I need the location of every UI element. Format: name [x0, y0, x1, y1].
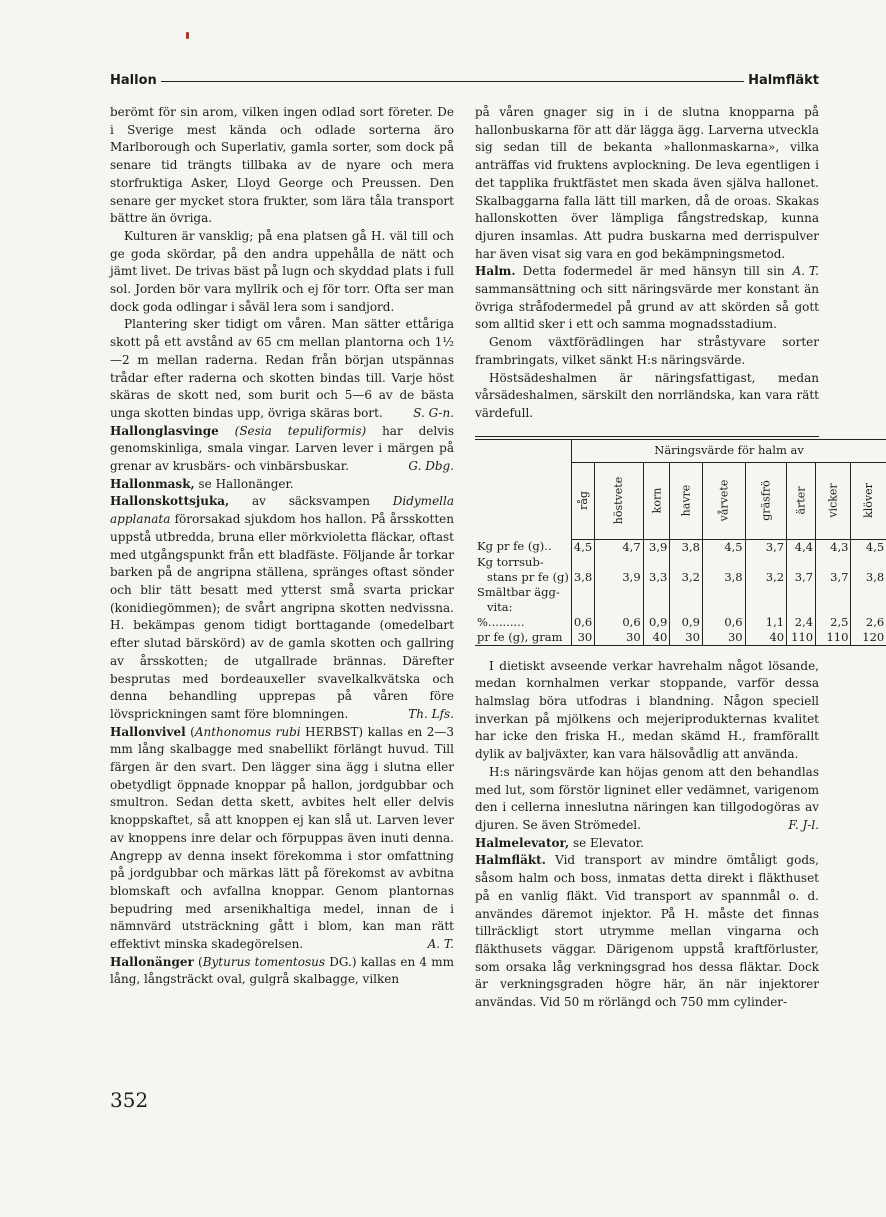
- latin-name: Didymella applanata: [110, 494, 454, 527]
- paragraph: Genom växtförädlingen har stråstyvare sorter frambringats, vilket sänkt H:s näringsvärde.: [475, 335, 819, 367]
- table-cell: 1,1: [745, 615, 786, 630]
- nutrition-table: [475, 439, 886, 646]
- table-row: [475, 630, 886, 646]
- table-cell: 3,3: [643, 555, 670, 585]
- paragraph: Kulturen är vansklig; på ena platsen gå H. väl till och ge goda skördar, på den andra uppehålla de nätt och jämt livet. De trivas bäst på lugn och skyddad plats i full sol. Jorden bör vara myllrik och ej för torr. Ofta ser man dock goda odlingar i såväl lera som i sandjord.: [110, 228, 454, 314]
- signature: Th. Lfs.: [408, 706, 454, 721]
- table-cell: 30: [595, 630, 643, 646]
- table-column-header: [571, 462, 594, 539]
- entry-halm: [475, 263, 819, 334]
- table-cell: 4,7: [595, 539, 643, 555]
- latin-name: (Sesia tepuliformis): [234, 423, 367, 438]
- table-cell: 0,6: [702, 615, 745, 630]
- entry-headword: Halm.: [475, 264, 516, 279]
- row-label-line: Kg torrsub-: [477, 554, 544, 569]
- paragraph: berömt för sin arom, vilken ingen odlad sort företer. De i Sverige mest kända och odlade sorterna äro Marlborough och Superlativ, gamla sorter, som dock på senare tid trängts tillbaka av de nyare och mera storfruktiga Asker, Lloyd George och Preussen. Den senare ger mycket stora frukter, som lära tåla transport bättre än övriga.: [110, 105, 454, 226]
- running-header: [110, 72, 819, 92]
- column-header-label: råg: [576, 491, 590, 511]
- signature: F. J-l.: [788, 817, 819, 832]
- table-cell: 2,6: [851, 615, 886, 630]
- table-cell: 110: [787, 630, 816, 646]
- table-cell: 30: [670, 630, 703, 646]
- entry-headword: Halmfläkt.: [475, 853, 546, 868]
- entry-text: av säcksvampen: [229, 494, 393, 509]
- column-header-label: ärter: [794, 486, 808, 515]
- entry-text: se Hallonänger.: [194, 476, 294, 491]
- paragraph: I dietiskt avseende verkar havrehalm något lösande, medan kornhalmen verkar stoppande, varför dessa halmslag böra utfodras i blandning. Någon speciell inverkan på mjölkens och mejeriprodukternas kvalitet har icke den friska H., medan skämd H., framförallt dylik av baljväxter, kan vara hälsovådlig att använda.: [475, 658, 819, 762]
- table-column-header: [702, 462, 745, 539]
- entry-text: Vid transport av mindre ömtåligt gods, såsom halm och boss, inmatas detta direkt i fläkthuset på en vanlig fläkt. Vid transport av spannmål o. d. användes däremot injektor. På H. måste det finnas tillräckligt stort utrymme mellan vingarna och fläkthusets väggar. Därigenom uppstå kraftförluster, som orsaka låg verkningsgrad hos dessa fläktar. Dock är verkningsgraden högre här, än när injektorer användas. Vid 50 m rörlängd och 750 mm cylinder-: [475, 853, 819, 1010]
- table-cell: 3,8: [702, 555, 745, 585]
- column-header-label: höstvete: [612, 476, 626, 525]
- table-cell: [787, 585, 816, 615]
- page-number: 352: [110, 1088, 149, 1112]
- entry-headword: Hallonänger: [110, 954, 194, 969]
- table-cell: 4,5: [571, 539, 594, 555]
- table-column-header: [851, 462, 886, 539]
- right-column: [475, 104, 885, 1012]
- table-cell: 3,9: [643, 539, 670, 555]
- ink-speck: [186, 32, 189, 39]
- table-cell: [702, 585, 745, 615]
- table-cell: 120: [851, 630, 886, 646]
- table-cell: 0,9: [643, 615, 670, 630]
- table-cell: 4,5: [851, 539, 886, 555]
- table-cell: 3,7: [745, 539, 786, 555]
- entry-hallonmask: [110, 476, 454, 494]
- row-label-line: pr fe (g), gram: [477, 629, 563, 644]
- author-name: HERBST: [300, 724, 359, 739]
- entry-headword: Hallonskottsjuka,: [110, 494, 230, 509]
- entry-headword: Halmelevator,: [475, 835, 570, 850]
- table-cell: 3,8: [851, 555, 886, 585]
- table-cell: 3,9: [595, 555, 643, 585]
- row-label-line: Kg pr fe (g)..: [477, 539, 552, 554]
- paragraph-text: Plantering sker tidigt om våren. Man sätter ettåriga skott på ett avstånd av 65 cm mellan plantorna och 1½—2 m mellan raderna. Redan från början utspännas trådar efter raderna och skotten bindas till. Varje höst skäras de skott ned, som burit och 5—6 av de bästa unga skotten bindas upp, övriga skäras bort.: [110, 317, 454, 420]
- entry-text: se Elevator.: [569, 835, 644, 850]
- header-right-word: Halmfläkt: [744, 72, 819, 90]
- table-cell: 4,3: [816, 539, 851, 555]
- entry-text: har delvis genomskinliga, smala vingar. Larven lever i märgen på grenar av krusbärs- och vinbärsbuskar.: [110, 423, 454, 474]
- table-cell: 0,6: [595, 615, 643, 630]
- author-name: DG.: [325, 954, 352, 969]
- table-row: [475, 539, 886, 555]
- row-label: [475, 555, 571, 585]
- table-column-header: [643, 462, 670, 539]
- entry-hallonvivel: Hallonvivel (Anthonomus rubi HERBST) kallas en 2—3 mm lång skalbagge med snabellikt förlängt huvud. Till färgen är den svart. Den lägger sina ägg i slutna eller obetydligt öppnade knoppar på hallon, jordgubbar och smultron. Sedan detta skett, avbites helt eller delvis knoppskaftet, så att knoppen ej kan slå ut. Larven lever av knoppens inre delar och förpuppas även inuti denna. Angrepp av denna insekt förekomma i stor omfattning på jordgubbar och märkas lätt på förekomst av avbitna blomskaft och avfallna knoppar. Genom plantornas bepudring med arsenikhaltiga medel, innan de i nämnvärd utsträckning gått i blom, kan man rätt effektivt minska skadegörelsen. A. T.: [110, 724, 454, 954]
- row-label-line: vita:: [487, 599, 513, 614]
- row-label: [475, 630, 571, 646]
- row-label: [475, 615, 571, 630]
- table-cell: 3,2: [745, 555, 786, 585]
- table-cell: [745, 585, 786, 615]
- table-cell: [643, 585, 670, 615]
- table-column-header: [787, 462, 816, 539]
- latin-name: Anthonomus rubi: [194, 724, 301, 739]
- table-cell: [851, 585, 886, 615]
- table-row: [475, 585, 886, 615]
- entry-text: förorsakad sjukdom hos hallon. På årsskotten uppstå utbredda, bruna eller mörkvioletta fläckar, oftast med utgångspunkt från ett bladfäste. Följande år torkar barken på de angripna ställena, spränges oftast sönder och blir tätt besatt med ytterst små svarta prickar (konidiegömmen); de svårt angripna skotten nedvissna. H. bekämpas genom tidigt borttagande (omedelbart efter slutad bärskörd) av de gamla skotten och gallring av årsskotten; de utgallrade brännas. Därefter besprutas med bordeauxeller svavelkalkvätska och denna behandling upprepas på våren före lövsprickningen samt före blomningen.: [110, 512, 454, 721]
- signature: A. T.: [427, 937, 454, 952]
- entry-hallonanger: Hallonänger (Byturus tomentosus DG.) kallas en 4 mm lång, långsträckt oval, gulgrå skalbagge, vilken: [110, 954, 454, 987]
- entry-halmflakt: [475, 852, 819, 1011]
- nutrition-table-wrap: [475, 439, 885, 646]
- table-column-header: [670, 462, 703, 539]
- table-cell: 2,4: [787, 615, 816, 630]
- column-header-label: klöver: [862, 483, 876, 519]
- signature: A. T.: [792, 264, 819, 279]
- entry-headword: Hallonglasvinge: [110, 423, 219, 438]
- entry-hallonskottsjuka: [110, 493, 454, 723]
- table-column-header: [745, 462, 786, 539]
- entry-headword: Hallonvivel: [110, 724, 186, 739]
- header-left-word: Hallon: [110, 72, 161, 90]
- table-cell: 3,8: [670, 539, 703, 555]
- table-cell: 40: [643, 630, 670, 646]
- row-label-line: %..........: [477, 614, 525, 629]
- table-cell: 2,5: [816, 615, 851, 630]
- column-header-label: vicker: [826, 483, 840, 518]
- paragraph: [110, 316, 454, 422]
- table-corner: [475, 439, 571, 539]
- row-label-line: Smältbar ägg-: [477, 584, 560, 599]
- row-label: [475, 539, 571, 555]
- table-cell: 3,2: [670, 555, 703, 585]
- table-cell: [816, 585, 851, 615]
- table-cell: 0,6: [571, 615, 594, 630]
- column-header-label: korn: [649, 487, 663, 514]
- table-cell: 3,7: [816, 555, 851, 585]
- table-cell: 3,7: [787, 555, 816, 585]
- table-column-header: [816, 462, 851, 539]
- entry-halmelevator: [475, 835, 819, 853]
- table-row: [475, 615, 886, 630]
- table-cell: 4,4: [787, 539, 816, 555]
- latin-name: Byturus tomentosus: [202, 954, 326, 969]
- paragraph: Höstsädeshalmen är näringsfattigast, medan vårsädeshalmen, särskilt den norrländska, kan vara rätt värdefull.: [475, 370, 819, 420]
- row-label-line: stans pr fe (g): [487, 569, 569, 584]
- column-header-label: havre: [679, 484, 693, 517]
- table-body: [475, 539, 886, 645]
- table-column-header: [595, 462, 643, 539]
- entry-hallonglasvinge: [110, 423, 454, 476]
- entry-headword: Hallonmask,: [110, 476, 195, 491]
- paragraph-text: H:s näringsvärde kan höjas genom att den behandlas med lut, som förstör ligninet eller vedämnet, varigenom den i cellerna inneslutna näringen kan tillgodogöras av djuren. Se även Strömedel.: [475, 764, 819, 832]
- table-cell: [595, 585, 643, 615]
- entry-text: Detta fodermedel är med hänsyn till sin sammansättning och sitt näringsvärde mer konstant än övriga stråfodermedel på grund av att skörden så gott som alltid sker i ett och samma mognadsstadium.: [475, 264, 819, 332]
- left-column: [110, 104, 454, 989]
- entry-text: kallas en 4 mm lång, långsträckt oval, gulgrå skalbagge, vilken: [110, 954, 454, 987]
- table-cell: 3,8: [571, 555, 594, 585]
- paragraph-text: på våren gnager sig in i de slutna knopparna på hallonbuskarna för att där lägga ägg. Larverna utveckla sig sedan till de bekanta »hallonmaskarna», vilka anträffas vid fruktens avplockning. De leva egentligen i det tapplika fruktfästet men skada även själva hallonet. Skalbaggarna falla lätt till marken, då de oroas. Skakas hallonskotten över lämpliga fångstredskap, kunna djuren insamlas. Att pudra buskarna med derrispulver har även visat sig vara en god bekämpningsmetod.: [475, 105, 819, 261]
- signature: G. Dbg.: [408, 459, 454, 474]
- header-rule: [110, 81, 819, 82]
- signature: S. G-n.: [413, 405, 454, 420]
- row-label: [475, 585, 571, 615]
- column-header-label: gräsfrö: [759, 480, 773, 521]
- table-cell: 110: [816, 630, 851, 646]
- table-cell: 30: [571, 630, 594, 646]
- table-cell: 0,9: [670, 615, 703, 630]
- table-cell: 4,5: [702, 539, 745, 555]
- table-row: [475, 555, 886, 585]
- column-header-label: vårvete: [717, 479, 731, 522]
- table-cell: [670, 585, 703, 615]
- table-cell: 40: [745, 630, 786, 646]
- entry-text: kallas en 2—3 mm lång skalbagge med snabellikt förlängt huvud. Till färgen är den svart. Den lägger sina ägg i slutna eller obetydligt öppnade knoppar på hallon, jordgubbar och smultron. Sedan detta skett, avbites helt eller delvis knoppskaftet, så att knoppen ej kan slå ut. Larven lever av knoppens inre delar och förpuppas även inuti denna. Angrepp av denna insekt förekomma i stor omfattning på jordgubbar och märkas lätt på förekomst av avbitna blomskaft och avfallna knoppar. Genom plantornas bepudring med arsenikhaltiga medel, innan de i nämnvärd utsträckning gått i blom, kan man rätt effektivt minska skadegörelsen.: [110, 724, 455, 952]
- paragraph: [475, 764, 819, 835]
- table-group-header: Näringsvärde för halm av: [571, 439, 886, 462]
- table-cell: 30: [702, 630, 745, 646]
- table-cell: [571, 585, 594, 615]
